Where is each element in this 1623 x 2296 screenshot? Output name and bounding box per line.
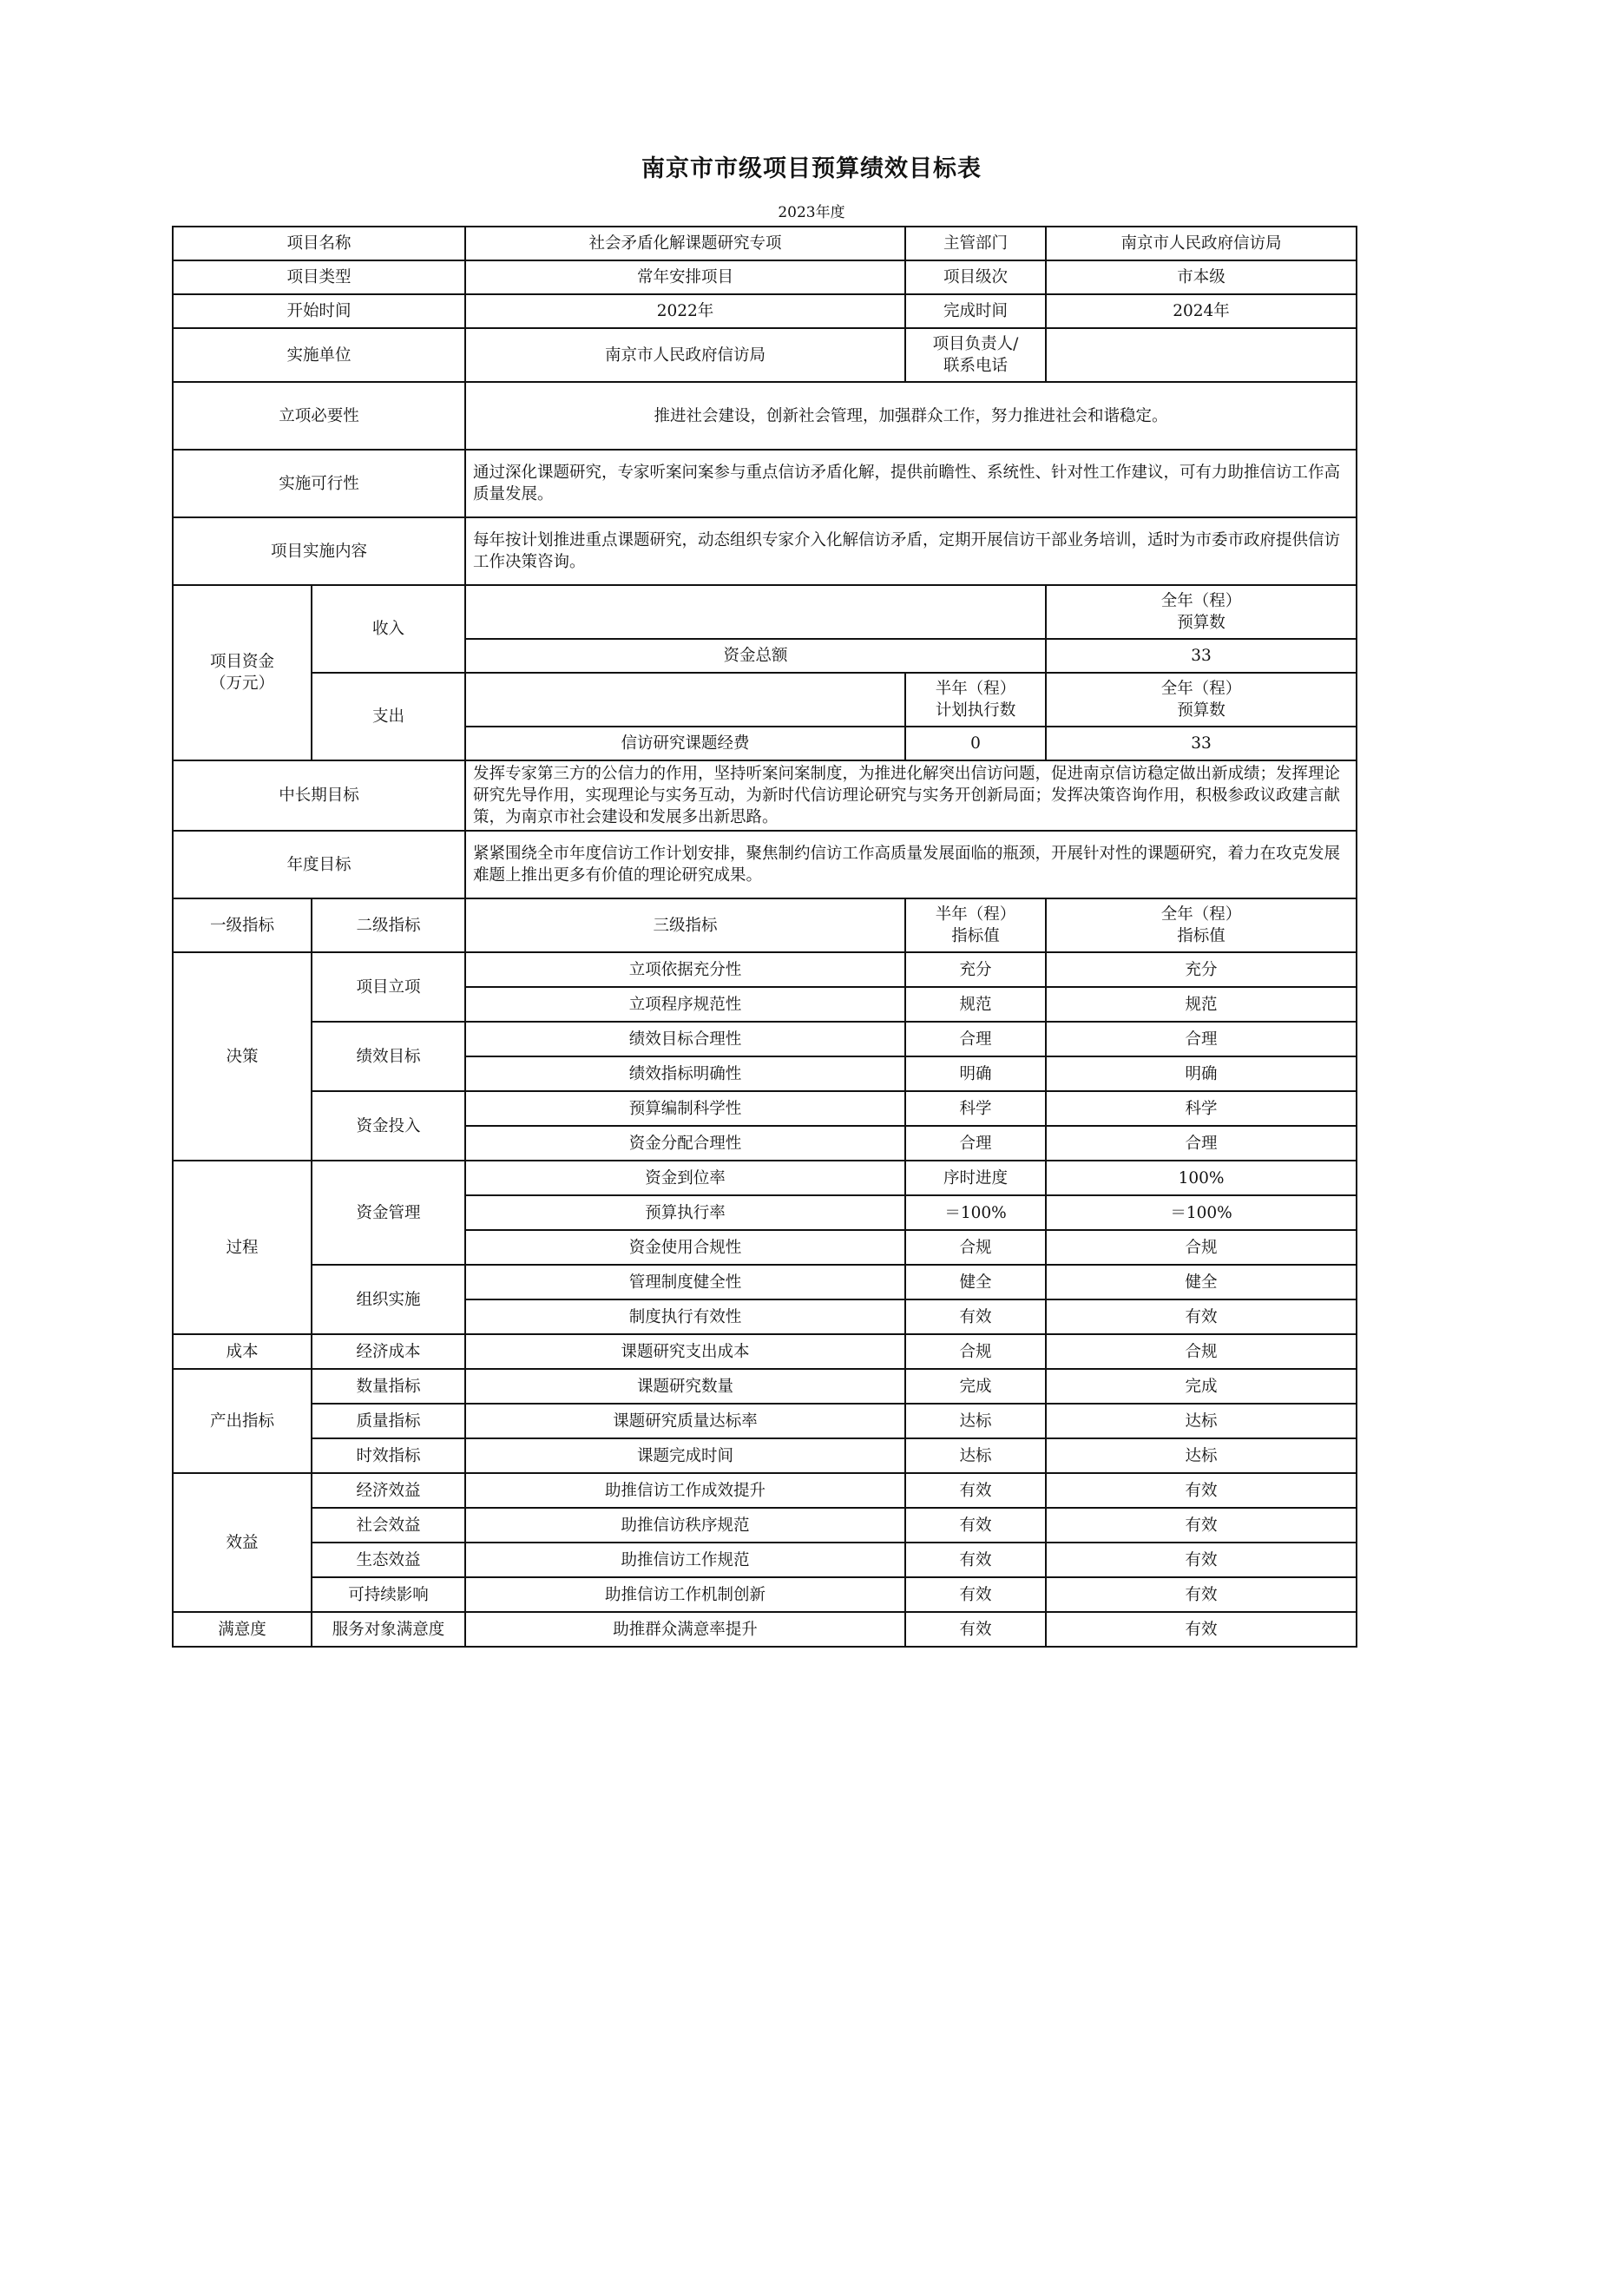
level1-cost: 成本 [173,1334,312,1369]
long-term-goal-label: 中长期目标 [173,760,465,831]
level2-eco-benefit: 生态效益 [312,1543,465,1577]
level2-sustain: 可持续影响 [312,1577,465,1612]
level3-cell: 助推信访工作规范 [465,1543,905,1577]
half-value-cell: 有效 [905,1473,1046,1508]
full-value-cell: 有效 [1046,1577,1357,1612]
half-value-cell: ＝100% [905,1195,1046,1230]
expense-half-header: 半年（程） 计划执行数 [905,673,1046,727]
level3-cell: 绩效目标合理性 [465,1022,905,1056]
full-value-cell: 科学 [1046,1091,1357,1126]
content-label: 项目实施内容 [173,517,465,585]
project-type-value: 常年安排项目 [465,260,905,294]
full-value-cell: 有效 [1046,1508,1357,1543]
level2-econ-cost: 经济成本 [312,1334,465,1369]
level2-quality: 质量指标 [312,1404,465,1438]
full-value-cell: 完成 [1046,1369,1357,1404]
full-value-cell: 有效 [1046,1543,1357,1577]
level2-project-setup: 项目立项 [312,952,465,1022]
annual-goal-text: 紧紧围绕全市年度信访工作计划安排，聚焦制约信访工作高质量发展面临的瓶颈，开展针对性的课题研究，着力在攻克发展难题上推出更多有价值的理论研究成果。 [465,831,1357,898]
expense-item: 信访研究课题经费 [465,727,905,760]
long-term-goal-text: 发挥专家第三方的公信力的作用，坚持听案问案制度，为推进化解突出信访问题，促进南京信访稳定做出新成绩；发挥理论研究先导作用，实现理论与实务互动，为新时代信访理论研究与实务开创新局面；发挥决策咨询作用，积极参政议政建言献策，为南京市社会建设和发展多出新思路。 [465,760,1357,831]
dept-label: 主管部门 [905,227,1046,260]
full-value-cell: 规范 [1046,987,1357,1022]
project-level-value: 市本级 [1046,260,1357,294]
expense-blank [465,673,905,727]
level1-benefit: 效益 [173,1473,312,1612]
level2-fund-mgmt: 资金管理 [312,1161,465,1265]
end-time-label: 完成时间 [905,294,1046,328]
necessity-label: 立项必要性 [173,382,465,450]
half-value-cell: 科学 [905,1091,1046,1126]
level3-cell: 课题研究支出成本 [465,1334,905,1369]
start-time-label: 开始时间 [173,294,465,328]
impl-unit-label: 实施单位 [173,328,465,382]
project-type-label: 项目类型 [173,260,465,294]
half-value-cell: 达标 [905,1438,1046,1473]
full-value-cell: 明确 [1046,1056,1357,1091]
full-value-cell: 有效 [1046,1612,1357,1647]
half-value-cell: 合理 [905,1022,1046,1056]
full-value-cell: 健全 [1046,1265,1357,1299]
half-value-cell: 序时进度 [905,1161,1046,1195]
total-funds-value: 33 [1046,639,1357,673]
level1-header: 一级指标 [173,898,312,952]
level3-cell: 资金使用合规性 [465,1230,905,1265]
full-value-cell: 充分 [1046,952,1357,987]
start-time-value: 2022年 [465,294,905,328]
level3-cell: 课题研究质量达标率 [465,1404,905,1438]
level3-cell: 课题完成时间 [465,1438,905,1473]
level3-cell: 资金到位率 [465,1161,905,1195]
level3-cell: 管理制度健全性 [465,1265,905,1299]
annual-goal-label: 年度目标 [173,831,465,898]
level2-fund-input: 资金投入 [312,1091,465,1161]
level1-decision: 决策 [173,952,312,1161]
dept-value: 南京市人民政府信访局 [1046,227,1357,260]
year-label: 2023年度 [778,204,845,221]
owner-contact-label: 项目负责人/ 联系电话 [905,328,1046,382]
full-value-cell: ＝100% [1046,1195,1357,1230]
expense-full-header: 全年（程） 预算数 [1046,673,1357,727]
level3-cell: 助推信访工作成效提升 [465,1473,905,1508]
level3-cell: 预算编制科学性 [465,1091,905,1126]
funds-label: 项目资金 （万元） [173,585,312,760]
level3-cell: 助推信访工作机制创新 [465,1577,905,1612]
level2-org-impl: 组织实施 [312,1265,465,1334]
level2-perf-goal: 绩效目标 [312,1022,465,1091]
income-label: 收入 [312,585,465,673]
income-budget-header: 全年（程） 预算数 [1046,585,1357,639]
half-value-cell: 有效 [905,1543,1046,1577]
income-blank [465,585,1046,639]
half-value-cell: 完成 [905,1369,1046,1404]
half-value-cell: 有效 [905,1508,1046,1543]
impl-unit-value: 南京市人民政府信访局 [465,328,905,382]
level3-cell: 立项程序规范性 [465,987,905,1022]
necessity-text: 推进社会建设，创新社会管理，加强群众工作，努力推进社会和谐稳定。 [465,382,1357,450]
full-value-cell: 有效 [1046,1299,1357,1334]
page-title: 南京市市级项目预算绩效目标表 [641,155,982,182]
half-value-cell: 合规 [905,1230,1046,1265]
half-value-cell: 合规 [905,1334,1046,1369]
half-value-cell: 明确 [905,1056,1046,1091]
level3-cell: 制度执行有效性 [465,1299,905,1334]
level2-service-sat: 服务对象满意度 [312,1612,465,1647]
performance-target-table [172,226,1357,1648]
half-value-cell: 合理 [905,1126,1046,1161]
feasibility-label: 实施可行性 [173,450,465,517]
level3-cell: 预算执行率 [465,1195,905,1230]
level1-output: 产出指标 [173,1369,312,1473]
half-value-cell: 达标 [905,1404,1046,1438]
full-value-cell: 合规 [1046,1334,1357,1369]
full-value-cell: 合理 [1046,1126,1357,1161]
level2-quantity: 数量指标 [312,1369,465,1404]
full-value-cell: 有效 [1046,1473,1357,1508]
owner-contact-value [1046,328,1357,382]
level3-cell: 绩效指标明确性 [465,1056,905,1091]
level2-timeliness: 时效指标 [312,1438,465,1473]
full-value-cell: 100% [1046,1161,1357,1195]
level3-cell: 资金分配合理性 [465,1126,905,1161]
level2-econ-benefit: 经济效益 [312,1473,465,1508]
half-value-cell: 有效 [905,1577,1046,1612]
half-value-cell: 有效 [905,1299,1046,1334]
half-value-header: 半年（程） 指标值 [905,898,1046,952]
level3-cell: 课题研究数量 [465,1369,905,1404]
level3-cell: 助推信访秩序规范 [465,1508,905,1543]
level3-cell: 立项依据充分性 [465,952,905,987]
half-value-cell: 有效 [905,1612,1046,1647]
half-value-cell: 规范 [905,987,1046,1022]
expense-half-value: 0 [905,727,1046,760]
expense-full-value: 33 [1046,727,1357,760]
level3-cell: 助推群众满意率提升 [465,1612,905,1647]
full-value-header: 全年（程） 指标值 [1046,898,1357,952]
level1-satisfaction: 满意度 [173,1612,312,1647]
half-value-cell: 健全 [905,1265,1046,1299]
level1-process: 过程 [173,1161,312,1334]
full-value-cell: 达标 [1046,1438,1357,1473]
project-name-label: 项目名称 [173,227,465,260]
full-value-cell: 合规 [1046,1230,1357,1265]
level2-social-benefit: 社会效益 [312,1508,465,1543]
total-funds-label: 资金总额 [465,639,1046,673]
level2-header: 二级指标 [312,898,465,952]
full-value-cell: 达标 [1046,1404,1357,1438]
content-text: 每年按计划推进重点课题研究，动态组织专家介入化解信访矛盾，定期开展信访干部业务培训，适时为市委市政府提供信访工作决策咨询。 [465,517,1357,585]
half-value-cell: 充分 [905,952,1046,987]
end-time-value: 2024年 [1046,294,1357,328]
full-value-cell: 合理 [1046,1022,1357,1056]
expense-label: 支出 [312,673,465,760]
level3-header: 三级指标 [465,898,905,952]
project-name-value: 社会矛盾化解课题研究专项 [465,227,905,260]
feasibility-text: 通过深化课题研究，专家听案问案参与重点信访矛盾化解，提供前瞻性、系统性、针对性工作建议，可有力助推信访工作高质量发展。 [465,450,1357,517]
project-level-label: 项目级次 [905,260,1046,294]
